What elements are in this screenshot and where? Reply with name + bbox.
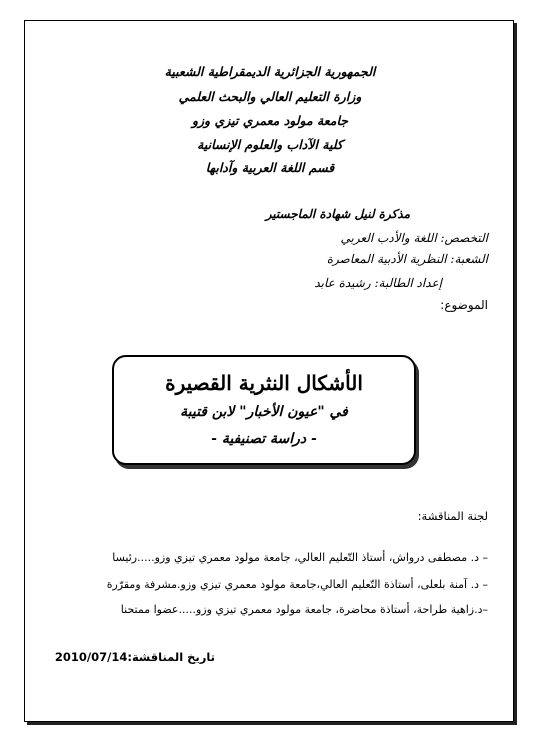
thesis-title-main: الأشكال النثرية القصيرة [165,371,363,395]
specialty: التخصص: اللغة والأدب العربي [340,231,488,245]
thesis-title-sub: في "عيون الأخبار" لابن قتيبة [180,404,348,420]
header-ministry: وزارة التعليم العالي والبحث العلمي [178,89,362,104]
committee-member: –د.زاهية طراحة، أستاذة محاضرة، جامعة مولود معمري تيزي وزو.....عضوا ممتحنا [120,603,488,616]
header-department: قسم اللغة العربية وآدابها [205,160,335,175]
thesis-title-sub2: - دراسة تصنيفية - [211,431,317,447]
header-republic: الجمهورية الجزائرية الديمقراطية الشعبية [164,64,376,79]
subject-label: الموضوع: [440,298,488,312]
header-faculty: كلية الآداب والعلوم الإنسانية [197,137,343,152]
prepared-by: إعداد الطالبة: رشيدة عابد [314,276,442,290]
thesis-title-box [112,355,416,465]
header-university: جامعة مولود معمري تيزي وزو [191,113,349,128]
memo-title: مذكرة لنيل شهادة الماجستير [265,207,410,221]
committee-member: – د. مصطفى درواش، أستاذ التّعليم العالي، جامعة مولود معمري تيزي وزو.....رئيسا [112,551,488,564]
discussion-date: تاريخ المناقشة:2010/07/14 [54,650,215,664]
committee-label: لجنة المناقشة: [417,509,488,523]
committee-member: – د. آمنة بلعلى، أستاذة التّعليم العالي،جامعة مولود معمري تيزي وزو.مشرفة ومقرّرة [106,578,488,591]
branch: الشعبة: النظرية الأدبية المعاصرة [326,252,488,266]
